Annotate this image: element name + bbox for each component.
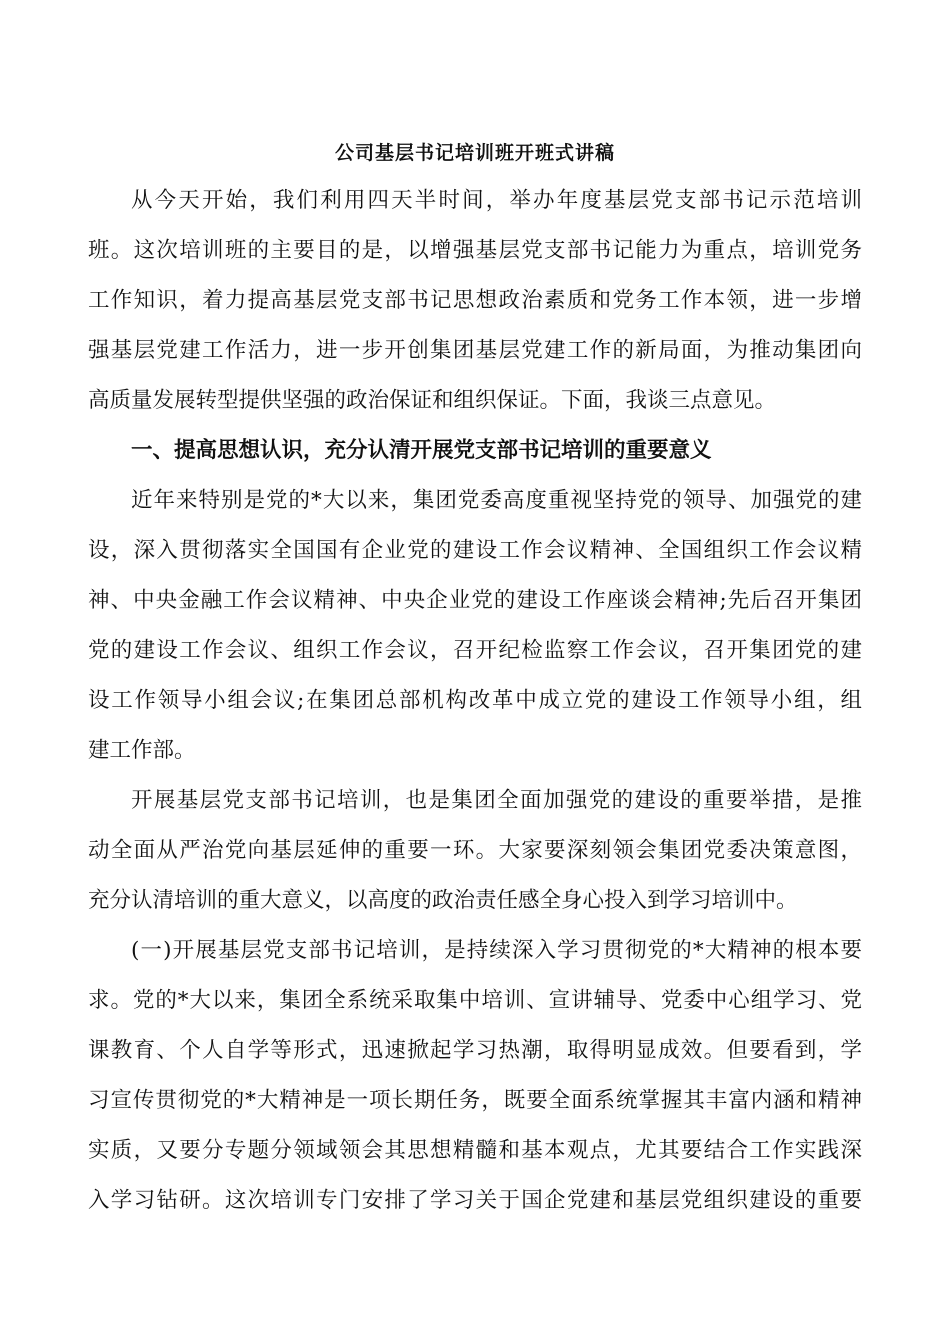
- document-title: 公司基层书记培训班开班式讲稿: [334, 142, 615, 164]
- paragraph-line: (一)开展基层党支部书记培训，是持续深入学习贯彻党的*大精神的根本要: [131, 938, 862, 963]
- paragraph-line: 高质量发展转型提供坚强的政治保证和组织保证。下面，我谈三点意见。: [88, 388, 777, 413]
- paragraph-line: 工作知识，着力提高基层党支部书记思想政治素质和党务工作本领，进一步增: [88, 288, 862, 313]
- paragraph-line: 求。党的*大以来，集团全系统采取集中培训、宣讲辅导、党委中心组学习、党: [88, 988, 862, 1013]
- paragraph-line: 设，深入贯彻落实全国国有企业党的建设工作会议精神、全国组织工作会议精: [88, 538, 862, 563]
- paragraph-line: 设工作领导小组会议;在集团总部机构改革中成立党的建设工作领导小组，组: [88, 688, 862, 713]
- paragraph-line: 党的建设工作会议、组织工作会议，召开纪检监察工作会议，召开集团党的建: [88, 638, 862, 663]
- paragraph-line: 课教育、个人自学等形式，迅速掀起学习热潮，取得明显成效。但要看到，学: [88, 1038, 862, 1063]
- paragraph-line: 入学习钻研。这次培训专门安排了学习关于国企党建和基层党组织建设的重要: [88, 1188, 862, 1213]
- paragraph-line: 班。这次培训班的主要目的是，以增强基层党支部书记能力为重点，培训党务: [88, 238, 862, 263]
- paragraph-line: 实质，又要分专题分领域领会其思想精髓和基本观点，尤其要结合工作实践深: [88, 1138, 862, 1163]
- paragraph-line: 从今天开始，我们利用四天半时间，举办年度基层党支部书记示范培训: [131, 188, 862, 213]
- section-heading: 一、提高思想认识，充分认清开展党支部书记培训的重要意义: [131, 438, 712, 463]
- paragraph-line: 强基层党建工作活力，进一步开创集团基层党建工作的新局面，为推动集团向: [88, 338, 862, 363]
- paragraph-line: 开展基层党支部书记培训，也是集团全面加强党的建设的重要举措，是推: [131, 788, 862, 813]
- paragraph-line: 动全面从严治党向基层延伸的重要一环。大家要深刻领会集团党委决策意图，: [88, 838, 862, 863]
- paragraph-line: 习宣传贯彻党的*大精神是一项长期任务，既要全面系统掌握其丰富内涵和精神: [88, 1088, 862, 1113]
- paragraph-line: 建工作部。: [88, 738, 196, 763]
- paragraph-line: 近年来特别是党的*大以来，集团党委高度重视坚持党的领导、加强党的建: [131, 488, 862, 513]
- paragraph-line: 充分认清培训的重大意义，以高度的政治责任感全身心投入到学习培训中。: [88, 888, 798, 913]
- paragraph-line: 神、中央金融工作会议精神、中央企业党的建设工作座谈会精神;先后召开集团: [88, 588, 862, 613]
